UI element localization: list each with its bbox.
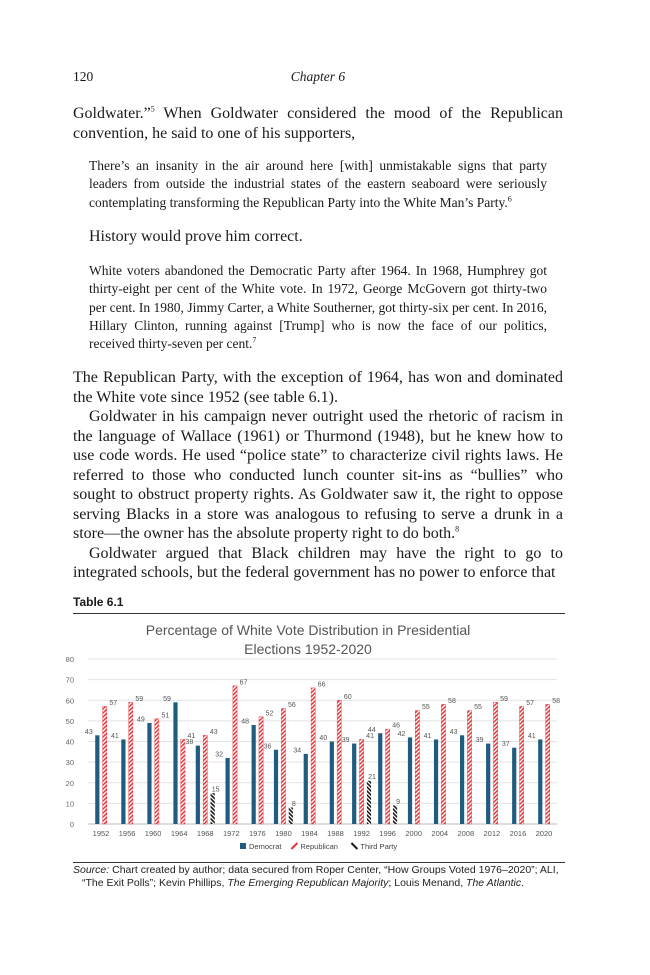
block-quote-1 [89,157,547,212]
bar-republican-2000 [415,711,419,824]
data-label-republican-2000: 55 [421,704,430,712]
data-label-democrat-1952: 43 [84,728,93,736]
bar-republican-1984 [311,688,315,824]
chart-title-line-1: Percentage of White Vote Distribution in Presidential [145,622,471,638]
data-label-republican-1976: 52 [265,710,274,718]
legend-label-third-party: Third Party [360,842,398,851]
paragraph-4 [73,407,563,544]
chapter-title: Chapter 6 [290,69,346,84]
x-tick-label-1976: 1976 [249,829,266,838]
block-quote-1-text: There’s an insanity in the air around here [with] unmistakable signs that party leaders from outside the industrial states of the eastern seaboard were seriously contemplating transforming the Republican Party into the White Man’s Party. [89,158,547,210]
bar-democrat-1980 [274,750,278,824]
legend-label-democrat: Democrat [249,842,282,851]
x-tick-label-1956: 1956 [118,829,136,838]
bar-republican-1952 [103,706,107,824]
data-label-democrat-2008: 43 [449,728,458,736]
source-text-2: ; Louis Menand, [388,877,467,889]
x-tick-label-1960: 1960 [144,829,162,838]
page-number: 120 [73,69,94,84]
paragraph-2 [73,227,563,247]
data-label-republican-1968: 43 [209,728,218,736]
x-tick-label-2008: 2008 [457,829,475,838]
data-label-republican-2004: 58 [448,697,456,705]
y-tick-label-60: 60 [65,696,74,706]
footnote-ref-5: 5 [150,104,155,114]
bar-democrat-1952 [95,735,99,824]
y-tick-label-50: 50 [65,716,74,726]
data-label-democrat-2004: 41 [423,732,432,740]
footnote-ref-6: 6 [507,194,512,204]
paragraph-1-text: Goldwater.” [73,105,151,122]
block-quote-2-text: White voters abandoned the Democratic Party after 1964. In 1968, Humphrey got thirty-eight per cent of the White vote. In 1972, George McGovern got thirty-two per cent. In 1980, Jimmy Carter, a White Southerner, got thirty-six per cent. In 2016, Hillary Clinton, running against [Trump] who is now the face of our politics, received thirty-seven per cent. [89,263,547,352]
y-tick-label-10: 10 [65,799,74,809]
bar-democrat-1988 [330,742,334,825]
data-label-republican-2016: 57 [526,699,535,707]
legend-label-republican: Republican [300,842,338,851]
y-tick-label-80: 80 [65,655,74,664]
vote-distribution-chart [60,616,565,861]
source-title-1: The Emerging Republican Majority [227,877,389,889]
x-tick-label-1992: 1992 [353,829,370,838]
footnote-ref-7: 7 [252,335,257,345]
data-label-democrat-1988: 40 [319,735,328,742]
x-tick-label-1952: 1952 [92,829,110,838]
legend-swatch-third-party [351,843,357,849]
bar-republican-1972 [233,686,237,824]
data-label-third-party-1980: 8 [291,801,296,808]
bar-democrat-1984 [304,754,308,824]
y-tick-label-30: 30 [65,758,74,768]
paragraph-1 [73,104,563,143]
bar-republican-2020 [546,704,550,824]
bar-republican-2008 [467,711,471,824]
data-label-democrat-1956: 41 [110,732,119,740]
data-label-third-party-1996: 9 [396,798,400,806]
legend-swatch-democrat [240,843,246,849]
block-quote-2 [89,262,547,353]
bar-third-party-1996 [393,805,397,824]
y-tick-label-0: 0 [69,820,74,829]
bar-republican-1976 [259,717,263,824]
bar-democrat-2016 [512,748,516,824]
paragraph-2-text: History would prove him correct. [89,228,303,245]
bar-republican-1992 [359,739,363,824]
bar-democrat-2004 [434,739,438,824]
data-label-republican-2012: 59 [500,695,508,703]
x-tick-label-1980: 1980 [275,829,292,838]
data-label-democrat-2016: 37 [501,741,510,749]
data-label-democrat-1968: 38 [185,739,194,747]
paragraph-1-text-continued: When Goldwater considered the mood of the Republican convention, he said to one of his supporters, [73,105,563,142]
data-label-republican-1952: 57 [109,699,118,707]
data-label-democrat-1960: 49 [137,716,145,724]
x-tick-label-1984: 1984 [301,829,318,838]
data-label-republican-1972: 67 [239,679,248,687]
x-tick-label-2000: 2000 [405,829,423,838]
data-label-democrat-1980: 36 [263,743,272,751]
data-label-democrat-1976: 48 [241,718,250,726]
bar-democrat-2020 [538,739,542,824]
legend-swatch-republican [291,843,297,849]
x-tick-label-1996: 1996 [379,829,396,838]
chart-source [73,864,574,890]
data-label-democrat-1972: 32 [215,751,224,759]
x-tick-label-2020: 2020 [535,829,553,838]
bar-republican-2012 [493,702,497,824]
footnote-ref-8: 8 [455,524,460,534]
chart-title-line-2: Elections 1952-2020 [244,641,372,657]
data-label-republican-1988: 60 [343,693,352,701]
data-label-democrat-1964: 59 [163,695,171,703]
data-label-republican-1996: 46 [392,722,401,730]
x-tick-label-2016: 2016 [509,829,527,838]
running-head [73,69,563,87]
data-label-third-party-1968: 15 [211,786,220,794]
source-text-1: Chart created by author; data secured from Roper Center, “How Groups Voted 1976–2020”; ALI, “The Exit Polls”; Kevin Phillips, [82,864,559,889]
y-tick-label-70: 70 [65,675,74,685]
bar-republican-1980 [281,709,285,825]
x-tick-label-1972: 1972 [222,829,240,838]
table-bottom-rule [73,862,565,863]
bar-democrat-1996 [378,733,382,824]
source-title-2: The Atlantic [466,877,522,889]
bar-democrat-1968 [196,746,200,824]
bar-republican-1988 [337,700,341,824]
x-tick-label-2012: 2012 [483,829,501,838]
paragraph-5: Goldwater argued that Black children may have the right to go to integrated schools, but the federal government has no power to enforce that [73,544,563,581]
bar-democrat-2012 [486,744,490,824]
table-label: Table 6.1 [73,595,124,609]
x-tick-label-1988: 1988 [327,829,344,838]
bar-democrat-2000 [408,737,412,824]
paragraph-4-text: Goldwater in his campaign never outright used the rhetoric of racism in the language of Wallace (1961) or Thurmond (1948), but he knew how to use code words. He used “police state” to characterize civil rights laws. He referred to those who conducted lunch counter sit-ins as “bullies” who sought to obstruct property rights. As Goldwater saw it, the right to oppose serving Blacks in a store was analogous to refusing to serve a drunk in a store—the owner has the absolute property right to do both. [73,408,563,542]
bar-republican-1968 [203,735,207,824]
bar-republican-1996 [386,729,390,824]
bar-democrat-1976 [252,725,256,824]
x-tick-label-2004: 2004 [431,829,449,838]
data-label-democrat-2012: 39 [475,737,484,745]
data-label-republican-1956: 59 [135,695,144,703]
data-label-democrat-1984: 34 [293,747,302,755]
data-label-republican-1960: 51 [161,712,170,720]
bar-democrat-1972 [226,758,230,824]
data-label-democrat-2020: 41 [527,732,536,740]
source-text-3: . [521,877,525,889]
data-label-third-party-1992: 21 [368,774,376,782]
bar-democrat-2008 [460,735,464,824]
bar-democrat-1960 [147,723,151,824]
data-label-democrat-2000: 42 [397,730,406,738]
x-tick-label-1968: 1968 [196,829,214,838]
bar-democrat-1956 [121,739,125,824]
bar-republican-1960 [155,719,159,824]
y-tick-label-20: 20 [65,778,74,788]
data-label-republican-2020: 58 [552,697,561,705]
data-label-republican-2008: 55 [474,704,482,712]
bar-third-party-1992 [367,781,371,824]
bar-republican-2004 [441,704,445,824]
source-label: Source: [73,864,110,876]
data-label-democrat-1996: 44 [367,726,376,734]
bar-democrat-1992 [352,744,356,824]
bar-democrat-1964 [173,702,177,824]
table-top-rule [73,613,565,614]
data-label-republican-1984: 66 [317,681,326,689]
bar-third-party-1968 [211,793,215,824]
data-label-republican-1980: 56 [288,702,296,709]
bar-republican-1964 [181,739,185,824]
x-tick-label-1964: 1964 [170,829,188,838]
paragraph-3: The Republican Party, with the exception of 1964, has won and dominated the White vote since 1952 (see table 6.1). [73,369,563,406]
bar-republican-2016 [520,706,524,824]
data-label-republican-1964: 41 [187,732,196,740]
bar-republican-1956 [129,702,133,824]
data-label-republican-1992: 41 [366,732,374,740]
main-text [73,368,563,583]
data-label-democrat-1992: 39 [341,737,350,745]
chart-svg [60,616,565,861]
y-tick-label-40: 40 [65,737,74,747]
bar-third-party-1980 [289,808,293,825]
